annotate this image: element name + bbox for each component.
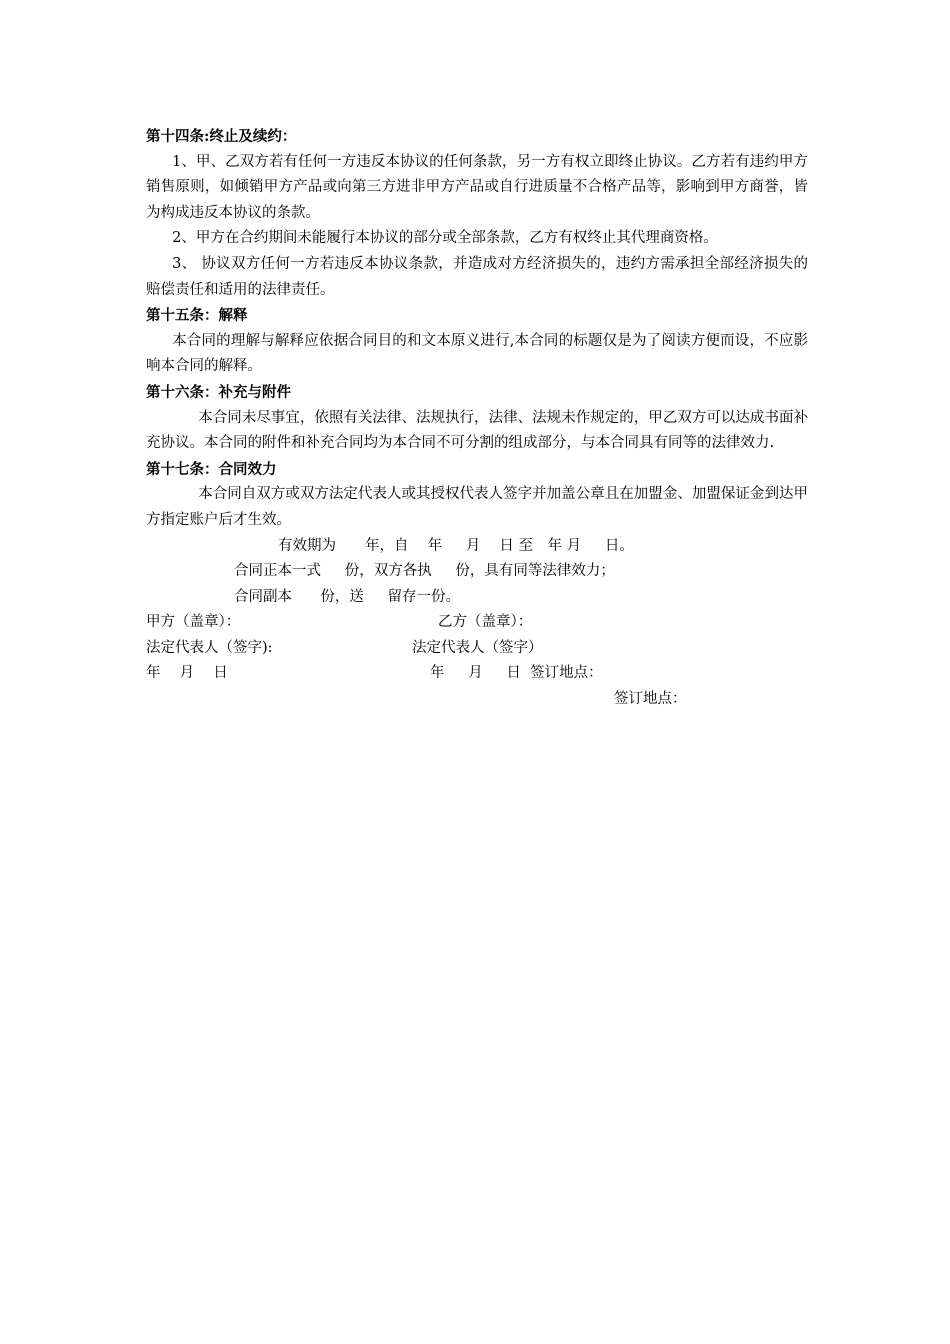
- date-row: [146, 661, 808, 687]
- article-14-heading: 第十四条:终止及续约：: [146, 128, 297, 145]
- representative-row: [146, 636, 808, 662]
- seal-row: [146, 610, 808, 636]
- signing-place-label: 签订地点：: [614, 691, 687, 708]
- party-a-representative-label: 法定代表人（签字):: [146, 639, 273, 656]
- duplicate-copies-line: 合同副本 份，送 留存一份。: [234, 588, 461, 605]
- article-16-text: 本合同未尽事宜，依照有关法律、法规执行，法律、法规未作规定的，甲乙双方可以达成书面补充协议。本合同的附件和补充合同均为本合同不可分割的组成部分，与本合同具有同等的法律效力.: [146, 409, 808, 452]
- party-a-seal-label: 甲方（盖章）：: [146, 614, 241, 631]
- article-14-clause-3: 3、 协议双方任何一方若违反本协议条款，并造成对方经济损失的，违约方需承担全部经济损失的赔偿责任和适用的法律责任。: [146, 255, 808, 298]
- article-15-text: 本合同的理解与解释应依据合同目的和文本原义进行,本合同的标题仅是为了阅读方便而设，不应影响本合同的解释。: [146, 332, 808, 375]
- validity-period-line: 有效期为 年，自 年 月 日 至 年 月 日。: [278, 537, 634, 554]
- party-a-date-label: 年 月 日: [146, 665, 228, 682]
- party-b-date-place-label: 年 月 日 签订地点：: [430, 665, 603, 682]
- party-b-representative-label: 法定代表人（签字）: [412, 639, 543, 656]
- signing-place-row: [146, 687, 808, 713]
- article-17-text: 本合同自双方或双方法定代表人或其授权代表人签字并加盖公章且在加盟金、加盟保证金到达甲方指定账户后才生效。: [146, 486, 808, 528]
- contract-body: [146, 124, 808, 713]
- article-15-heading: 第十五条：解释: [146, 307, 248, 325]
- article-17-heading: 第十七条：合同效力: [146, 460, 277, 478]
- party-b-seal-label: 乙方（盖章）：: [438, 614, 533, 631]
- article-14-clause-1: 1、甲、乙双方若有任何一方违反本协议的任何条款，另一方有权立即终止协议。乙方若有违约甲方销售原则，如倾销甲方产品或向第三方进非甲方产品或自行进质量不合格产品等，影响到甲方商誉，皆为构成违反本协议的条款。: [146, 153, 808, 221]
- article-14-clause-2: 2、甲方在合约期间未能履行本协议的部分或全部条款，乙方有权终止其代理商资格。: [172, 230, 718, 247]
- original-copies-line: 合同正本一式 份，双方各执 份，具有同等法律效力；: [234, 563, 615, 580]
- article-16-heading: 第十六条：补充与附件: [146, 383, 291, 401]
